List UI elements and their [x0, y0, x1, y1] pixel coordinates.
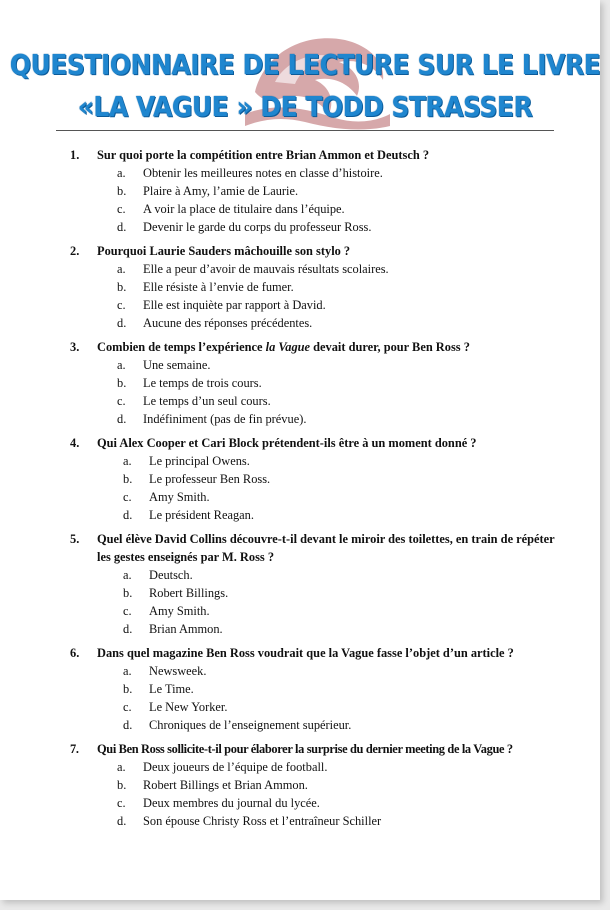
answer-option-c: c. Deux membres du journal du lycée.: [117, 796, 320, 810]
answer-option-a: a. Newsweek.: [123, 664, 207, 678]
page-title-line-2: «LA VAGUE » DE TODD STRASSER: [77, 90, 533, 123]
question-title: [70, 434, 560, 452]
question-number: 2.: [70, 244, 80, 258]
question-6: [70, 644, 560, 734]
question-number: 4.: [70, 436, 80, 450]
answer-option-b: b. Le professeur Ben Ross.: [123, 472, 271, 486]
question-text: Qui Ben Ross sollicite-t-il pour élaborer la surprise du dernier meeting de la Vague ?: [97, 742, 513, 756]
question-text: Combien de temps l’expérience la Vague devait durer, pour Ben Ross ?: [97, 340, 470, 354]
question-number: 5.: [70, 532, 80, 546]
answer-option-a: a. Obtenir les meilleures notes en classe d’histoire.: [117, 166, 383, 180]
answer-option-a: a. Deux joueurs de l’équipe de football.: [117, 760, 328, 774]
question-title: [70, 338, 560, 356]
answer-option-b: b. Elle résiste à l’envie de fumer.: [117, 280, 294, 294]
question-7: [70, 740, 560, 830]
question-title: [70, 146, 560, 164]
answer-option-b: b. Le temps de trois cours.: [117, 376, 262, 390]
question-number: 3.: [70, 340, 80, 354]
question-number: 1.: [70, 148, 80, 162]
answer-option-d: d. Le président Reagan.: [123, 508, 254, 522]
header: [0, 0, 600, 132]
questions-list: [70, 146, 560, 836]
answer-option-d: d. Indéfiniment (pas de fin prévue).: [117, 412, 307, 426]
answer-option-d: d. Devenir le garde du corps du professeur Ross.: [117, 220, 372, 234]
header-divider: [56, 130, 554, 131]
answer-option-a: a. Le principal Owens.: [123, 454, 250, 468]
book-title-italic: la Vague: [265, 340, 311, 354]
answer-option-c: c. Amy Smith.: [123, 604, 210, 618]
answer-option-d: d. Chroniques de l’enseignement supérieur.: [123, 718, 352, 732]
question-number: 6.: [70, 646, 80, 660]
question-text: Quel élève David Collins découvre-t-il devant le miroir des toilettes, en train de répéter les gestes enseignés par M. Ross ?: [97, 532, 555, 564]
question-text: Sur quoi porte la compétition entre Brian Ammon et Deutsch ?: [97, 148, 430, 162]
answer-option-c: c. Le temps d’un seul cours.: [117, 394, 271, 408]
question-title: [70, 242, 560, 260]
answer-option-c: c. Le New Yorker.: [123, 700, 228, 714]
answer-option-d: d. Aucune des réponses précédentes.: [117, 316, 313, 330]
question-3: [70, 338, 560, 428]
answer-option-b: b. Robert Billings.: [123, 586, 229, 600]
question-5: [70, 530, 560, 638]
question-text: Pourquoi Laurie Sauders mâchouille son stylo ?: [97, 244, 351, 258]
question-text: Qui Alex Cooper et Cari Block prétendent-ils être à un moment donné ?: [97, 436, 477, 450]
answer-option-a: a. Elle a peur d’avoir de mauvais résultats scolaires.: [117, 262, 389, 276]
answer-option-c: c. Elle est inquiète par rapport à David.: [117, 298, 326, 312]
answer-option-b: b. Le Time.: [123, 682, 194, 696]
question-number: 7.: [70, 742, 79, 756]
question-title: [70, 740, 560, 758]
answer-option-c: c. Amy Smith.: [123, 490, 210, 504]
answer-option-b: b. Robert Billings et Brian Ammon.: [117, 778, 308, 792]
answer-option-b: b. Plaire à Amy, l’amie de Laurie.: [117, 184, 299, 198]
question-title: [70, 644, 560, 662]
answer-option-a: a. Deutsch.: [123, 568, 193, 582]
question-text: Dans quel magazine Ben Ross voudrait que la Vague fasse l’objet d’un article ?: [97, 646, 514, 660]
answer-option-d: d. Son épouse Christy Ross et l’entraîneur Schiller: [117, 814, 382, 828]
answer-option-d: d. Brian Ammon.: [123, 622, 223, 636]
question-2: [70, 242, 560, 332]
answer-option-c: c. A voir la place de titulaire dans l’équipe.: [117, 202, 345, 216]
question-title: [70, 530, 560, 566]
page-title-line-1: QUESTIONNAIRE DE LECTURE SUR LE LIVRE: [9, 48, 601, 81]
question-1: [70, 146, 560, 236]
answer-option-a: a. Une semaine.: [117, 358, 211, 372]
question-4: [70, 434, 560, 524]
